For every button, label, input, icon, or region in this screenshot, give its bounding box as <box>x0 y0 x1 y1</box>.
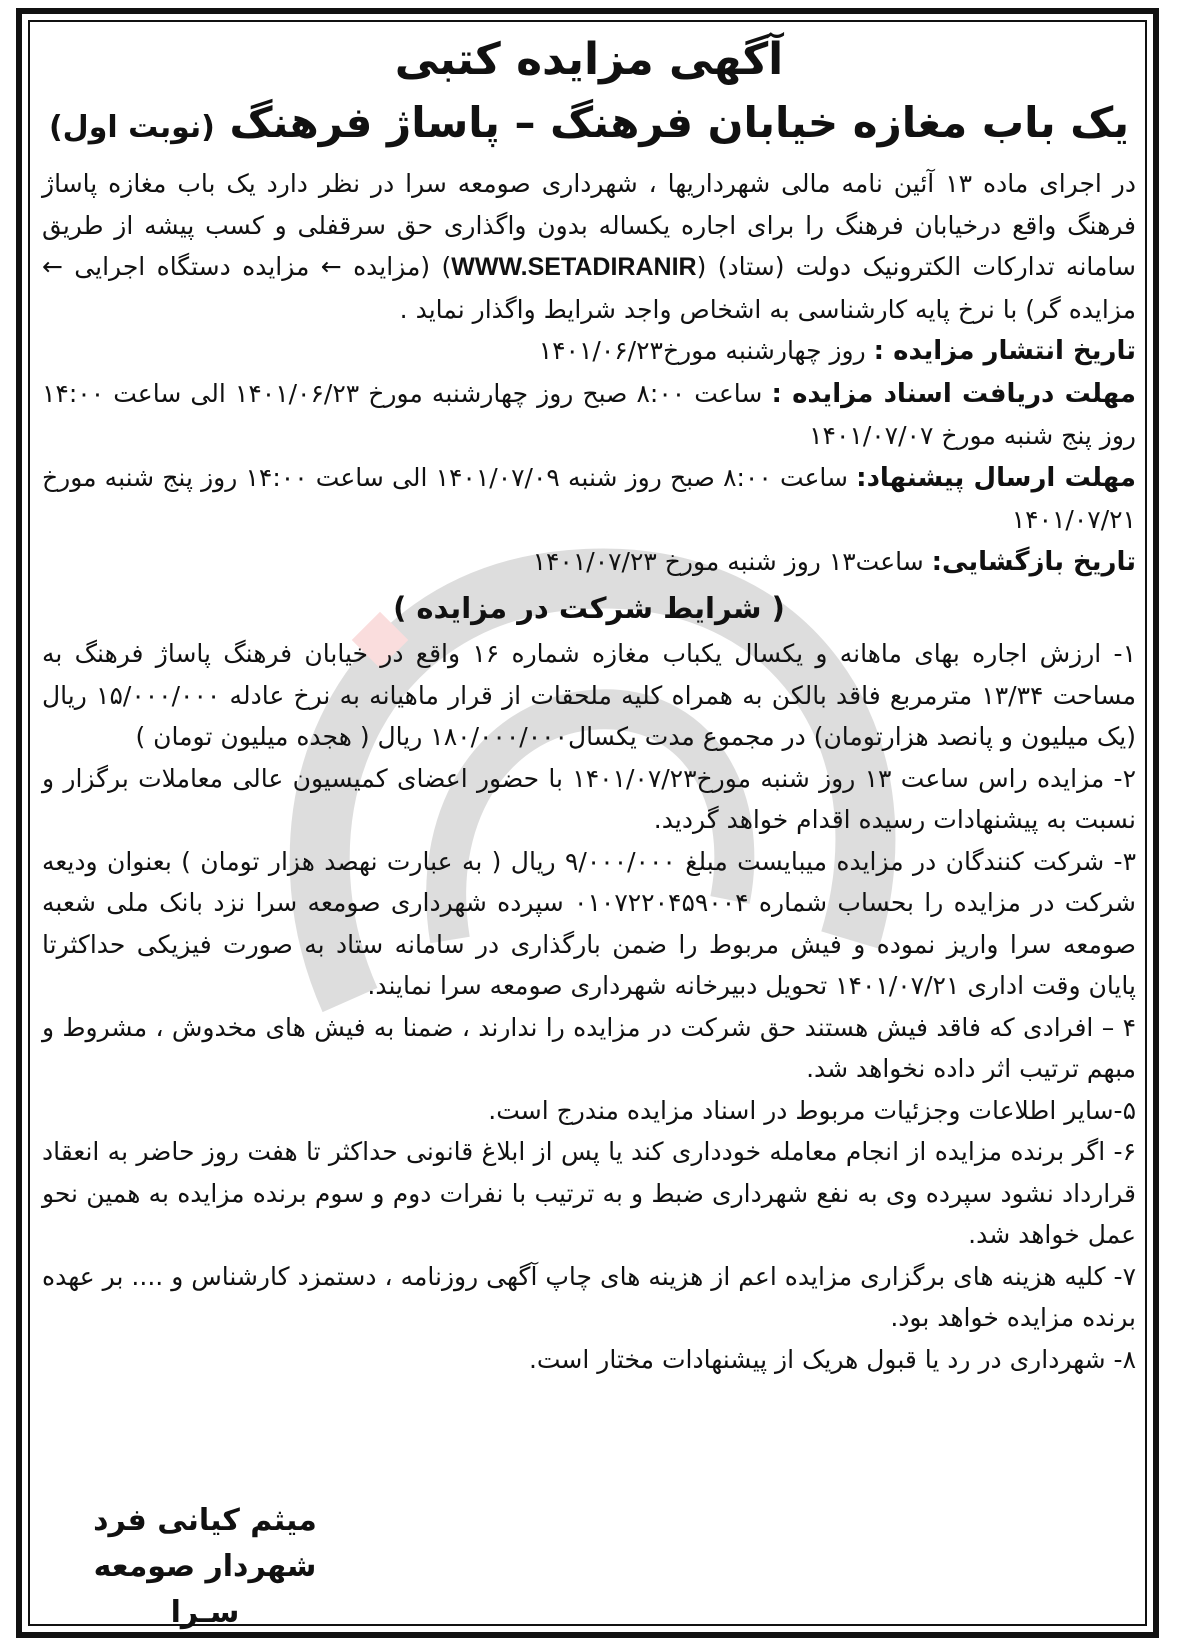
signature-block <box>60 1498 350 1636</box>
announcement-title: آگهی مزایده کتبی <box>394 34 784 85</box>
condition-item: ۷- کلیه هزینه های برگزاری مزایده اعم از هزینه های چاپ آگهی روزنامه ، دستمزد کارشناس و .... بر عهده برنده مزایده خواهد بود. <box>42 1261 1136 1332</box>
condition-item: ۳- شرکت کنندگان در مزایده میبایست مبلغ ۹/۰۰۰/۰۰۰ ریال ( به عبارت نهصد هزار تومان ) بعنوان ودیعه شرکت در مزایده را بحساب شماره ۰۱۰۷۲۲۰۴۵۹۰۰۴ سپرده شهرداری صومعه سرا نزد بانک ملی شعبه صومعه سرا واریز نموده و فیش مربوط را ضمن بارگذاری در سامانه ستاد به صورت فیزیکی حداکثرتا پایان وقت اداری ۱۴۰۱/۰۷/۲۱ تحویل دبیرخانه شهرداری صومعه سرا نمایند. <box>42 846 1136 1000</box>
intro-text-2: ) (مزایده ← مزایده دستگاه اجرایی ← مزایده گر) با نرخ پایه کارشناسی به اشخاص واجد شرایط واگذار نماید . <box>42 252 1136 324</box>
date-value: ساعت ۸:۰۰ صبح روز شنبه ۱۴۰۱/۰۷/۰۹ الی ساعت ۱۴:۰۰ روز پنج شنبه مورخ ۱۴۰۱/۰۷/۲۱ <box>42 462 1136 534</box>
signatory-name: میثم کیانی فرد <box>93 1503 317 1538</box>
intro-paragraph <box>42 163 1136 330</box>
condition-item: ۱- ارزش اجاره بهای ماهانه و یکسال یکباب مغازه شماره ۱۶ واقع در خیابان فرهنگ پاساژ فرهنگ به مساحت ۱۳/۳۴ مترمربع فاقد بالکن به همراه کلیه ملحقات از قرار ماهیانه به نرخ عادله ۱۵/۰۰۰/۰۰۰ ریال (یک میلیون و پانصد هزارتومان) در مجموع مدت یکسال۱۸۰/۰۰۰/۰۰۰ ریال ( هجده میلیون تومان ) <box>42 639 1137 751</box>
date-row <box>42 373 1136 457</box>
signatory-title: شهردار صومعه سـرا <box>93 1549 317 1630</box>
date-value: روز چهارشنبه مورخ۱۴۰۱/۰۶/۲۳ <box>538 336 866 365</box>
setad-url: WWW.SETADIRANIR <box>451 253 697 281</box>
date-label: مهلت دریافت اسناد مزایده : <box>771 378 1136 409</box>
date-row <box>42 541 1136 584</box>
date-label: مهلت ارسال پیشنهاد: <box>856 462 1136 493</box>
condition-item: ۴ – افرادی که فاقد فیش هستند حق شرکت در مزایده را ندارند ، ضمنا به فیش های مخدوش ، مشروط و مبهم ترتیب اثر داده نخواهد شد. <box>42 1012 1136 1083</box>
conditions-heading: ( شرایط شرکت در مزایده ) <box>393 591 785 625</box>
announcement-subtitle <box>42 92 1136 159</box>
subtitle-text: یک باب مغازه خیابان فرهنگ – پاساژ فرهنگ <box>229 98 1130 147</box>
condition-item: ۵-سایر اطلاعات وجزئیات مربوط در اسناد مزایده مندرج است. <box>488 1095 1136 1125</box>
condition-item: ۶- اگر برنده مزایده از انجام معامله خودداری کند یا پس از ابلاغ قانونی حداکثر تا هفت روز حاضر به انعقاد قرارداد نشود سپرده وی به نفع شهرداری ضبط و به ترتیب با نفرات دوم و سوم برنده مزایده به همین نحو عمل خواهد شد. <box>42 1137 1136 1249</box>
date-row <box>42 330 1136 373</box>
date-row <box>42 457 1136 541</box>
condition-item: ۸- شهرداری در رد یا قبول هریک از پیشنهادات مختار است. <box>528 1344 1136 1374</box>
intro-text-1: در اجرای ماده ۱۳ آئین نامه مالی شهرداریها ، شهرداری صومعه سرا در نظر دارد یک باب مغازه پاساژ فرهنگ واقع درخیابان فرهنگ را برای اجاره یکساله بدون واگذاری حق سرقفلی و کسب پیشه از طریق سامانه تدارکات الکترونیک دولت (ستاد) ( <box>42 169 1136 281</box>
announcement-body <box>42 28 1136 1380</box>
date-value: ساعت۱۳ روز شنبه مورخ ۱۴۰۱/۰۷/۲۳ <box>532 546 924 576</box>
round-label: (نوبت اول) <box>48 110 215 145</box>
condition-item: ۲- مزایده راس ساعت ۱۳ روز شنبه مورخ۱۴۰۱/۰۷/۲۳ با حضور اعضای کمیسیون عالی معاملات برگزار و نسبت به پیشنهادات رسیده اقدام خواهد گردید. <box>42 763 1137 834</box>
date-label: تاریخ انتشار مزایده : <box>873 336 1136 366</box>
date-label: تاریخ بازگشایی: <box>931 546 1136 577</box>
date-value: ساعت ۸:۰۰ صبح روز چهارشنبه مورخ ۱۴۰۱/۰۶/۲۳ الی ساعت ۱۴:۰۰ روز پنج شنبه مورخ ۱۴۰۱/۰۷/۰۷ <box>42 378 1136 450</box>
